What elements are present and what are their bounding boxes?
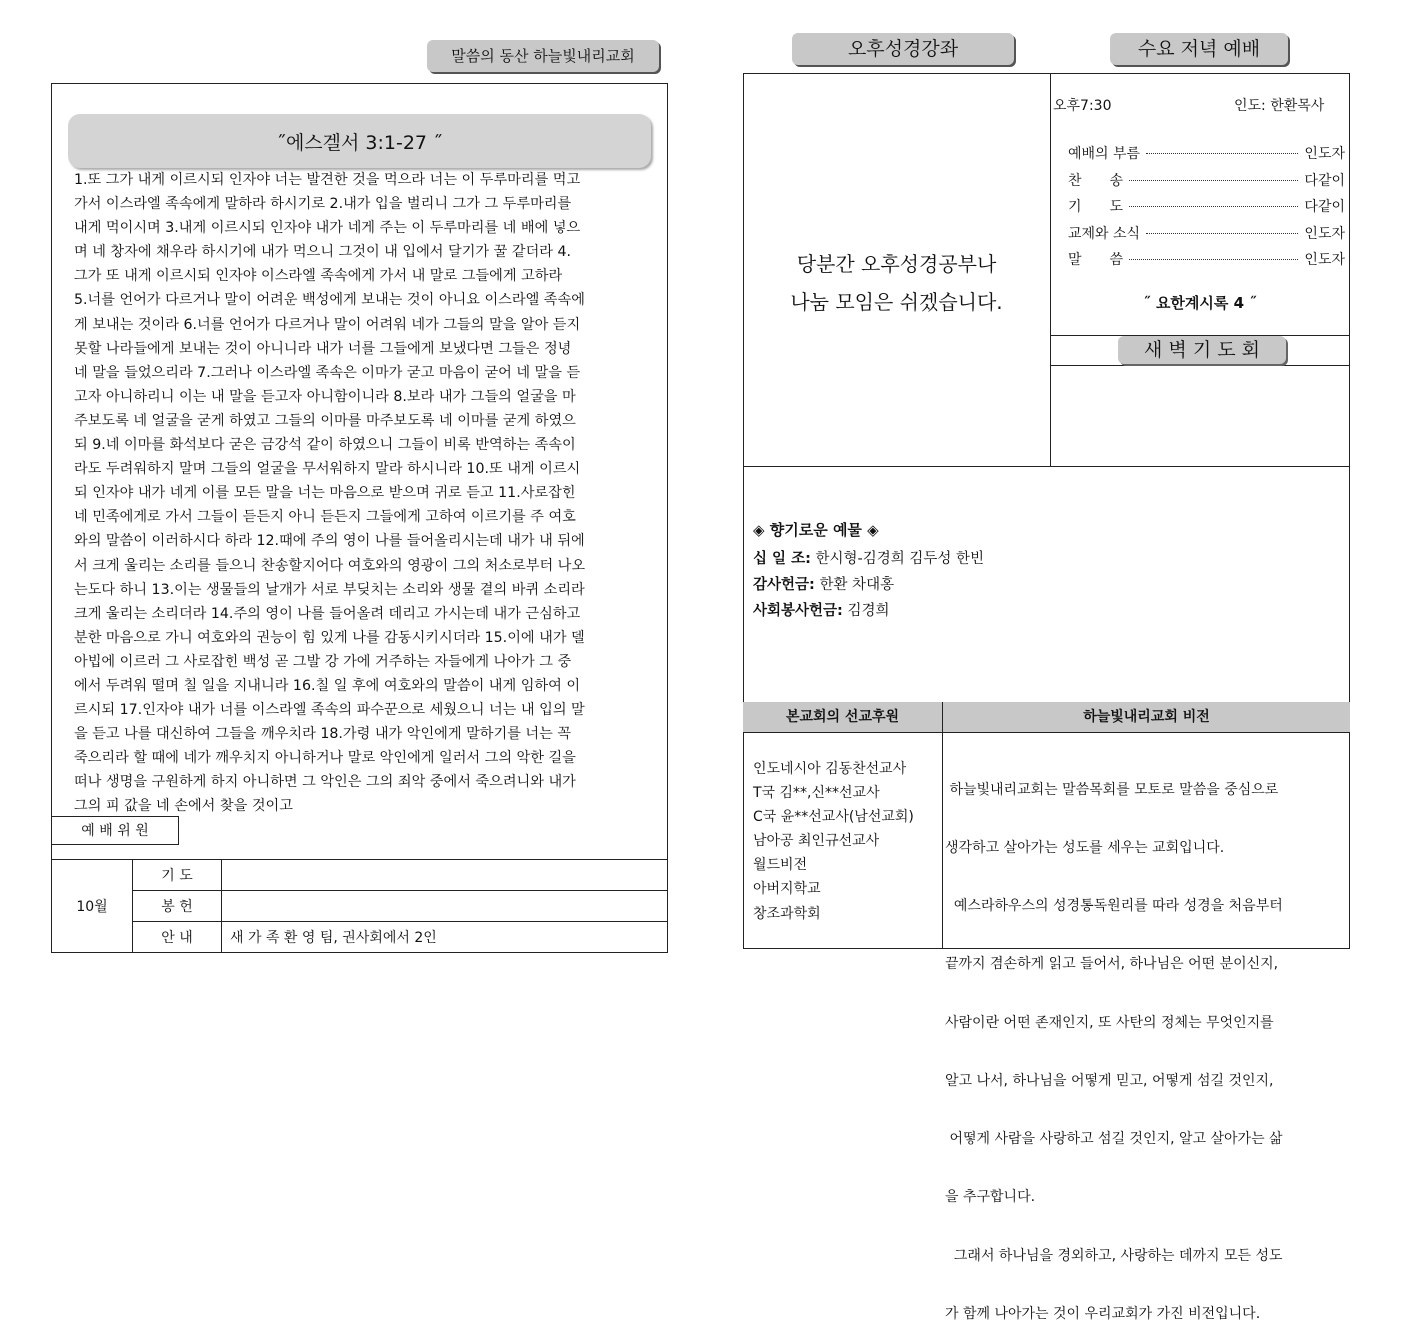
scripture-line: 아빕에 이르러 그 사로잡힌 백성 곧 그발 강 가에 거주하는 자들에게 나아가 그 중 xyxy=(74,653,572,670)
order-item xyxy=(1068,143,1345,170)
vision-line: 을 추구합니다. xyxy=(945,1189,1036,1206)
offering-label: 십 일 조: xyxy=(753,551,811,567)
duty-value xyxy=(222,860,668,891)
duty-value: 새 가 족 환 영 팀, 권사회에서 2인 xyxy=(222,922,668,953)
offering-names: 한환 차대홍 xyxy=(819,577,895,593)
vision-line: 생각하고 살아가는 성도를 세우는 교회입니다. xyxy=(945,840,1225,857)
mission-item: 창조과학회 xyxy=(753,905,821,922)
vision-line: 하늘빛내리교회는 말씀목회를 모토로 말씀을 중심으로 xyxy=(945,781,1279,798)
duty-month: 10월 xyxy=(52,860,133,953)
scripture-line: 며 네 창자에 채우라 하시기에 내가 먹으니 그것이 내 입에서 달기가 꿀 같더라 4. xyxy=(74,244,572,261)
sermon-title xyxy=(1050,292,1350,313)
scripture-line: 주보도록 네 얼굴을 굳게 하였고 그들의 이마를 마주보도록 네 이마를 굳게 하였으 xyxy=(74,412,576,429)
service-time xyxy=(1053,95,1112,115)
scripture-line: 죽으리라 할 때에 네가 깨우치지 아니하거나 말로 악인에게 일러서 그의 악한 길을 xyxy=(74,750,576,767)
scripture-line: 되 인자야 내가 네게 이를 모든 말을 너는 마음으로 받으며 귀로 듣고 11.사로잡힌 xyxy=(74,485,576,502)
mission-item: 아버지학교 xyxy=(753,881,821,898)
vision-text xyxy=(945,742,1347,1344)
order-item-label: 기 도 xyxy=(1068,199,1124,215)
leader-dots xyxy=(1129,206,1298,207)
offering-names: 한시형-김경희 김두성 한빈 xyxy=(815,551,985,567)
scripture-line: 네 민족에게로 가서 그들이 듣든지 아니 듣든지 그들에게 고하여 이르기를 주 여호 xyxy=(74,509,576,526)
order-item-who: 다같이 xyxy=(1304,199,1345,215)
scripture-line: 을 듣고 나를 대신하여 그들을 깨우치라 18.가령 내가 악인에게 말하기를 너는 꼭 xyxy=(74,726,572,743)
offering-tithe xyxy=(753,547,1343,573)
vision-header-text: 하늘빛내리교회 비전 xyxy=(1083,709,1210,725)
leader-dots xyxy=(1129,259,1298,260)
scripture-line: 고자 아니하리니 이는 내 말을 듣고자 아니함이니라 8.보라 내가 그들의 얼굴을 마 xyxy=(74,388,576,405)
scripture-line: 네 말을 들었으리라 7.그러나 이스라엘 족속은 이마가 굳고 마음이 굳어 네 말을 듣 xyxy=(74,364,581,381)
scripture-line: 서 크게 울리는 소리를 들으니 찬송할지어다 여호와의 영광이 그의 처소로부터 나오 xyxy=(74,557,586,574)
duty-table xyxy=(51,859,668,953)
order-item-who: 인도자 xyxy=(1304,252,1345,268)
divider xyxy=(942,733,943,949)
scripture-line: 되 9.네 이마를 화석보다 굳은 금강석 같이 하였으니 그들이 비록 반역하는 족속이 xyxy=(74,437,576,454)
vision-line: 끝까지 겸손하게 읽고 들어서, 하나님은 어떤 분이신지, xyxy=(945,956,1279,973)
missions-header xyxy=(743,702,942,733)
order-item xyxy=(1068,196,1345,223)
order-item xyxy=(1068,170,1345,197)
duty-label-box xyxy=(51,816,179,845)
order-item-who: 다같이 xyxy=(1304,172,1345,189)
order-item xyxy=(1068,249,1345,276)
duty-value xyxy=(222,891,668,922)
header-tag-text: 말씀의 동산 하늘빛내리교회 xyxy=(451,47,635,65)
duty-label: 예 배 위 원 xyxy=(81,823,149,839)
sermon-title-text: ˝ 요한계시록 4 ˝ xyxy=(1143,294,1257,312)
scripture-title: ˝에스겔서 3:1-27 ˝ xyxy=(276,132,443,154)
mission-item: 월드비전 xyxy=(753,857,808,874)
order-item-label: 교제와 소식 xyxy=(1068,225,1141,242)
scripture-line: 못할 나라들에게 보내는 것이 아니니라 내가 너를 그들에게 보냈다면 그들은 정녕 xyxy=(74,340,572,357)
duty-role: 안 내 xyxy=(133,922,222,953)
order-item-label: 찬 송 xyxy=(1068,172,1124,189)
scripture-line: 라도 두려워하지 말며 그들의 얼굴을 무서워하지 말라 하시니라 10.또 내게 이르시 xyxy=(74,461,581,478)
service-leader-text: 인도: 한환목사 xyxy=(1234,98,1325,114)
afternoon-notice xyxy=(743,245,1050,321)
scripture-line: 내게 먹이시며 3.내게 이르시되 인자야 내가 네게 주는 이 두루마리를 네 배에 넣으 xyxy=(74,220,581,237)
header-tag xyxy=(427,40,659,72)
scripture-line: 분한 마음으로 가니 여호와의 권능이 힘 있게 나를 감동시키시더라 15.이에 내가 델 xyxy=(74,629,585,646)
scripture-line: 와의 말씀이 이러하시다 하라 12.때에 주의 영이 나를 들어올리시는데 내가 내 뒤에 xyxy=(74,533,585,550)
vision-line: 알고 나서, 하나님을 어떻게 믿고, 어떻게 섬길 것인지, xyxy=(945,1072,1274,1089)
notice-line: 나눔 모임은 쉬겠습니다. xyxy=(790,290,1003,314)
vision-line: 어떻게 사람을 사랑하고 섬길 것인지, 알고 살아가는 삶 xyxy=(945,1131,1283,1148)
scripture-body xyxy=(74,168,662,819)
order-item-label: 말 씀 xyxy=(1068,252,1124,268)
divider xyxy=(1050,73,1051,466)
mission-item: 남아공 최인규선교사 xyxy=(753,833,880,850)
vision-line: 예스라하우스의 성경통독원리를 따라 성경을 처음부터 xyxy=(945,898,1283,915)
mission-item: C국 윤**선교사(남선교회) xyxy=(753,809,914,826)
offering-names: 김경희 xyxy=(847,603,890,619)
scripture-line: 1.또 그가 내게 이르시되 인자야 너는 발견한 것을 먹으라 너는 이 두루마리를 먹고 xyxy=(74,172,581,188)
afternoon-study-tag xyxy=(792,33,1014,65)
leader-dots xyxy=(1146,153,1298,154)
divider xyxy=(1050,365,1350,366)
scripture-title-bar xyxy=(68,114,651,168)
missions-header-text: 본교회의 선교후원 xyxy=(785,709,900,725)
duty-role: 봉 헌 xyxy=(133,891,222,922)
scripture-line: 는도다 하니 13.이는 생물들의 날개가 서로 부딪치는 소리와 생물 곁의 바퀴 소리라 xyxy=(74,581,585,598)
afternoon-study-tag-text: 오후성경강좌 xyxy=(847,38,959,60)
divider xyxy=(743,466,1350,467)
wednesday-service-tag-text: 수요 저녁 예배 xyxy=(1137,38,1261,60)
offerings-section xyxy=(753,519,1343,625)
scripture-line: 그가 또 내게 이르시되 인자야 이스라엘 족속에게 가서 내 말로 그들에게 고하라 xyxy=(74,268,563,285)
scripture-line: 르시되 17.인자야 내가 너를 이스라엘 족속의 파수꾼으로 세웠으니 너는 내 입의 말 xyxy=(74,702,585,719)
leader-dots xyxy=(1129,180,1298,181)
mission-item: T국 김**,신**선교사 xyxy=(753,785,880,802)
offering-service xyxy=(753,599,1343,625)
scripture-line: 게 보내는 것이라 6.너를 언어가 다르거나 말이 어려워 네가 그들의 말을 알아 듣지 xyxy=(74,316,581,333)
scripture-line: 에서 두려워 떨며 칠 일을 지내니라 16.칠 일 후에 여호와의 말씀이 내게 임하여 이 xyxy=(74,677,581,694)
order-of-worship xyxy=(1068,143,1345,276)
scripture-line: 5.너를 언어가 다르거나 말이 어려운 백성에게 보내는 것이 아니요 이스라엘 족속에 xyxy=(74,292,585,309)
leader-dots xyxy=(1146,233,1298,234)
offering-label: 감사헌금: xyxy=(753,577,815,593)
scripture-line: 가서 이스라엘 족속에게 말하라 하시기로 2.내가 입을 벌리니 그가 그 두루마리를 xyxy=(74,196,572,213)
service-leader xyxy=(1234,95,1324,115)
duty-role: 기 도 xyxy=(133,860,222,891)
order-item-who: 인도자 xyxy=(1304,146,1345,162)
vision-line: 사람이란 어떤 존재인지, 또 사탄의 정체는 무엇인지를 xyxy=(945,1014,1274,1031)
scripture-line: 크게 울리는 소리더라 14.주의 영이 나를 들어올려 데리고 가시는데 내가 근심하고 xyxy=(74,605,581,622)
order-item xyxy=(1068,223,1345,250)
dawn-prayer-tag-text: 새 벽 기 도 회 xyxy=(1144,339,1260,361)
offering-thanks xyxy=(753,573,1343,599)
order-item-label: 예배의 부름 xyxy=(1068,146,1141,162)
mission-item: 인도네시아 김동찬선교사 xyxy=(753,761,907,777)
missions-list xyxy=(753,758,939,927)
dawn-prayer-tag xyxy=(1118,336,1286,364)
vision-line: 가 함께 나아가는 것이 우리교회가 가진 비전입니다. xyxy=(945,1305,1261,1322)
offering-label: 사회봉사헌금: xyxy=(753,603,843,619)
offerings-heading: ◈ 향기로운 예물 ◈ xyxy=(753,521,879,539)
wednesday-service-tag xyxy=(1110,33,1288,65)
vision-line: 그래서 하나님을 경외하고, 사랑하는 데까지 모든 성도 xyxy=(945,1247,1283,1264)
scripture-line: 그의 피 값을 네 손에서 찾을 것이고 xyxy=(74,798,293,815)
service-time-text: 오후7:30 xyxy=(1053,98,1112,114)
order-item-who: 인도자 xyxy=(1304,225,1345,242)
vision-header xyxy=(942,702,1350,733)
scripture-line: 떠나 생명을 구원하게 하지 아니하면 그 악인은 그의 죄악 중에서 죽으려니와 내가 xyxy=(74,774,576,791)
notice-line: 당분간 오후성경공부나 xyxy=(796,252,997,276)
